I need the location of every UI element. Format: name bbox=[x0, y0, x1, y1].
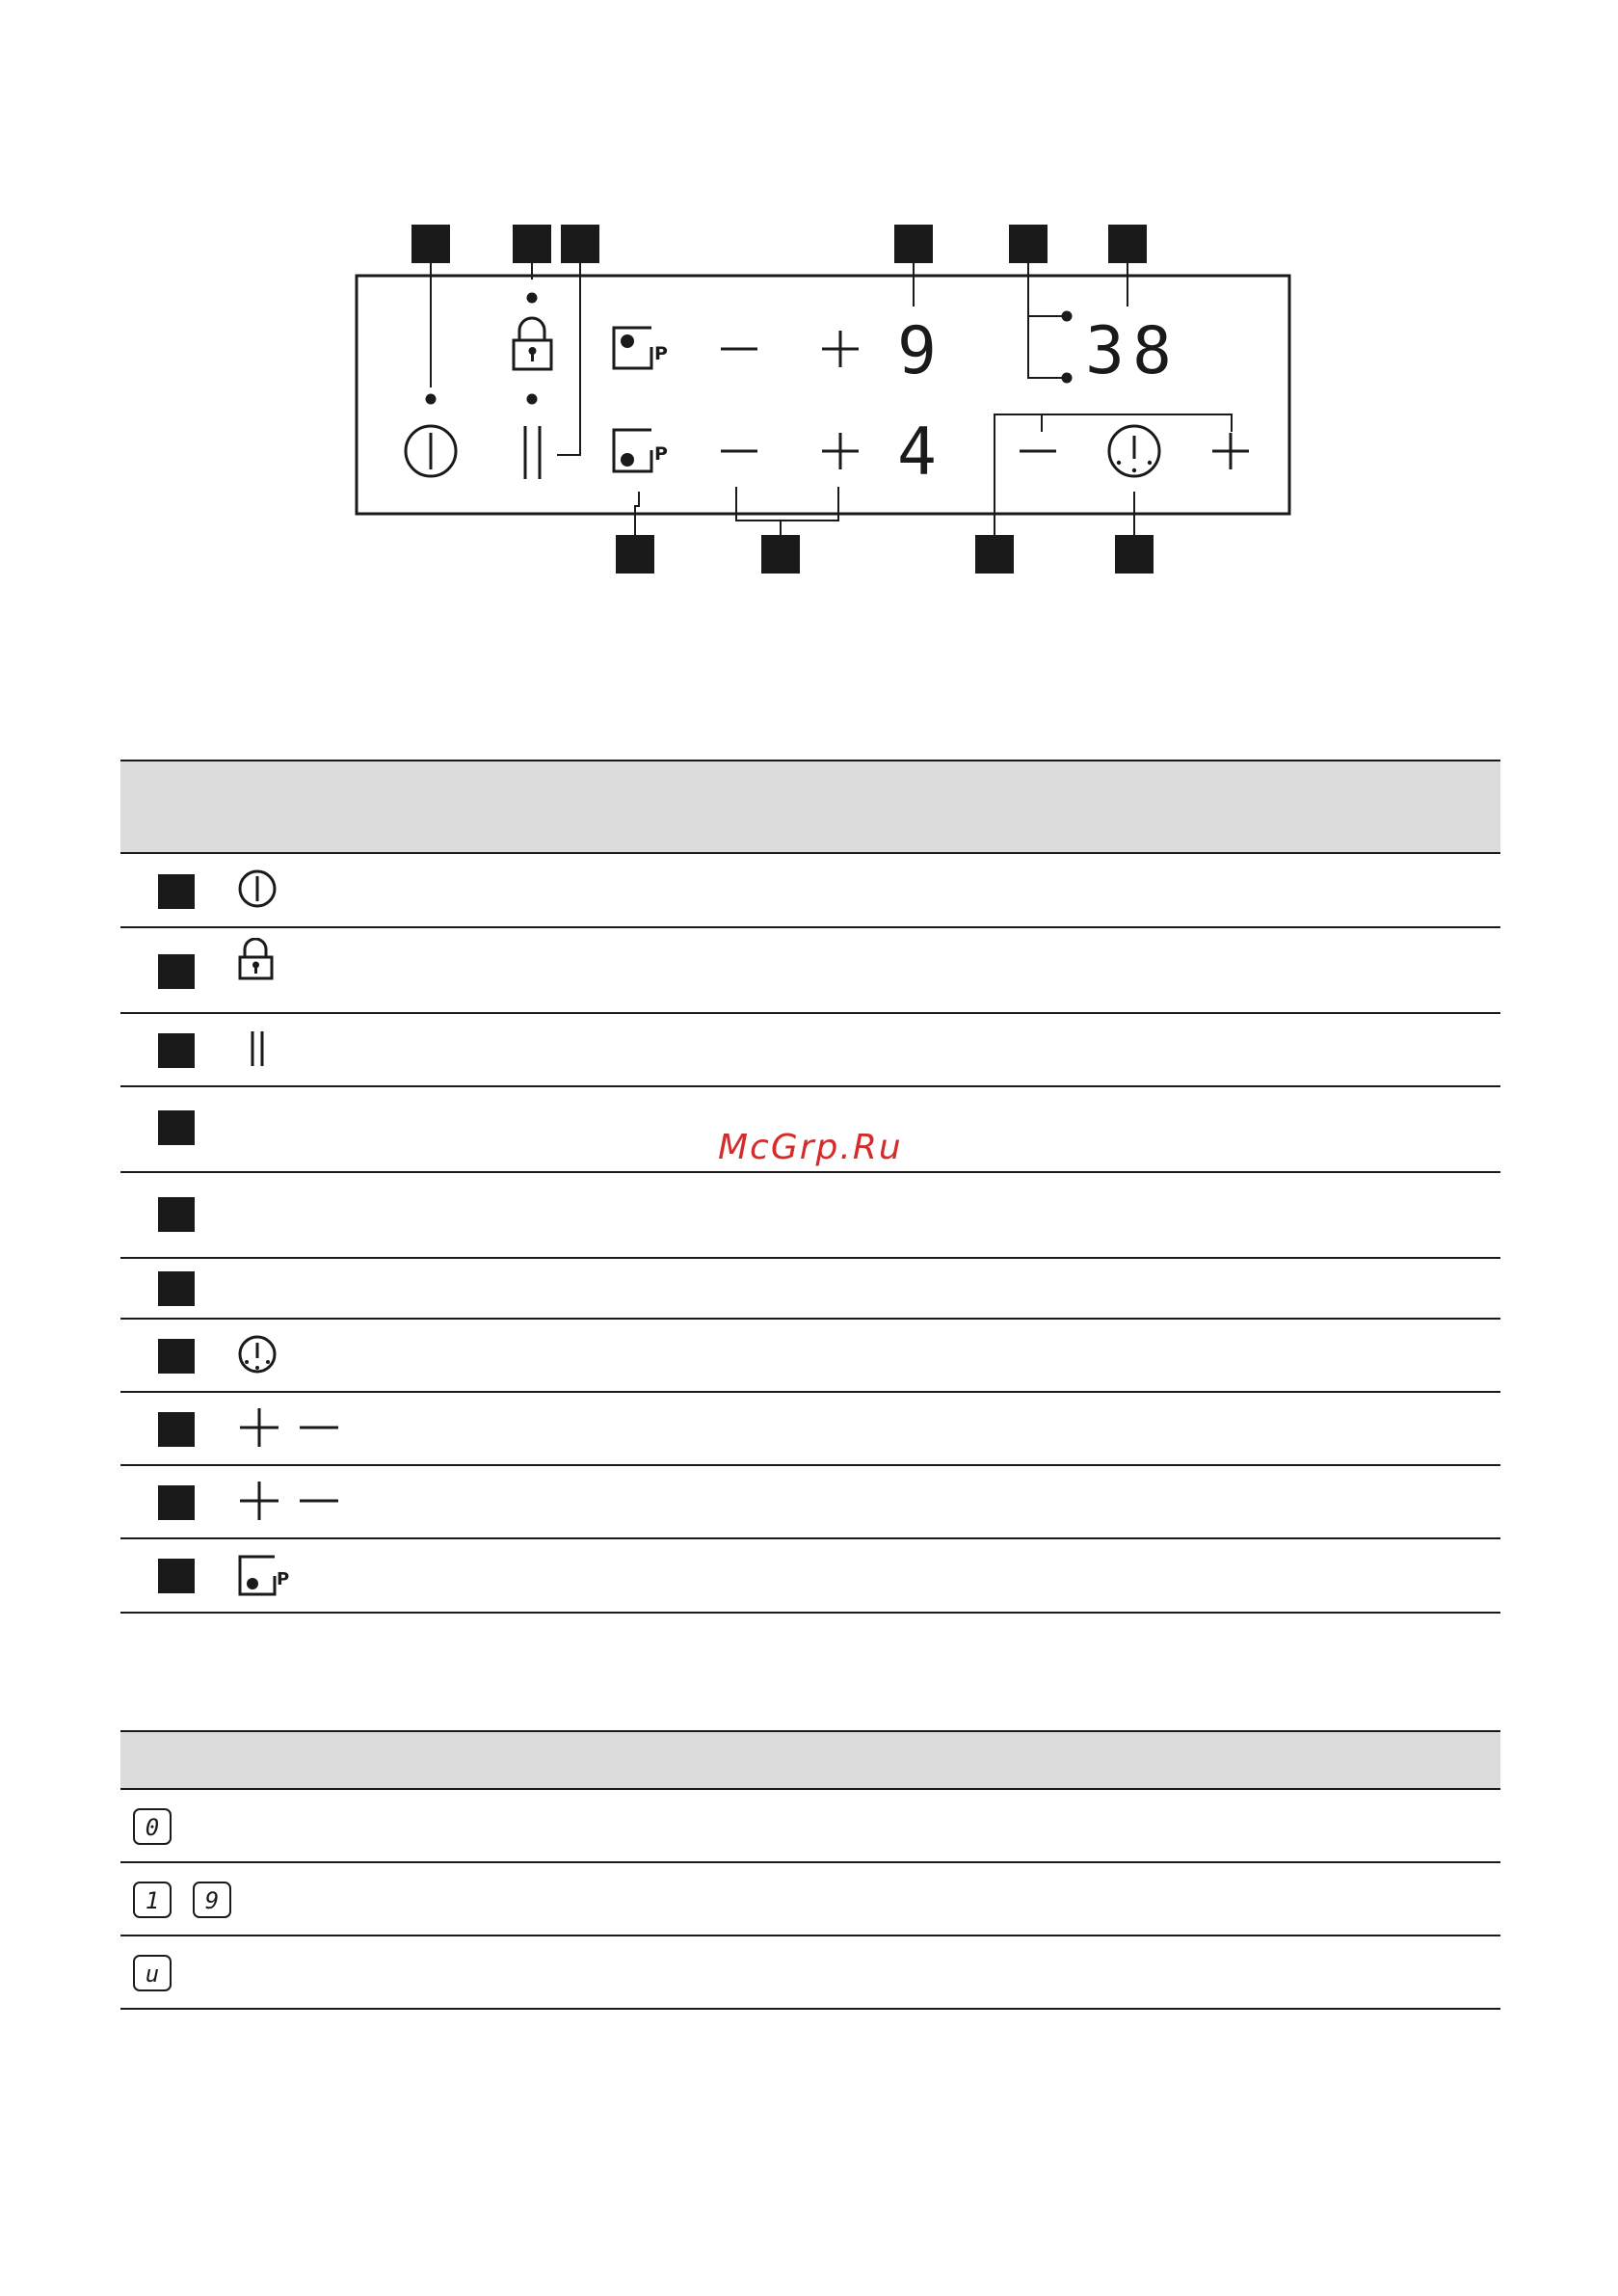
table-header bbox=[120, 1730, 1500, 1790]
symbol-text: u bbox=[145, 1961, 160, 1988]
table-row bbox=[120, 928, 1500, 1014]
zone-booster-letter: P bbox=[654, 443, 668, 465]
plus-minus-icon bbox=[236, 1480, 342, 1522]
control-panel-diagram bbox=[0, 0, 1618, 617]
table-row bbox=[120, 1014, 1500, 1087]
watermark: McGrp.Ru bbox=[718, 1128, 903, 1167]
table-row bbox=[120, 1863, 1500, 1936]
table-row bbox=[120, 1259, 1500, 1320]
indicator-dot bbox=[1062, 311, 1073, 322]
display-symbol-u bbox=[132, 1954, 172, 1996]
zone2-display: 4 bbox=[897, 414, 937, 491]
plus-icon bbox=[822, 331, 859, 367]
indicator-dot bbox=[1062, 373, 1073, 384]
table-row bbox=[120, 1790, 1500, 1863]
panel-frame bbox=[357, 276, 1289, 514]
timer-icon bbox=[236, 1333, 279, 1375]
pause-icon bbox=[236, 1028, 279, 1070]
zone-booster-icon bbox=[236, 1553, 294, 1599]
callout-marker bbox=[158, 1271, 195, 1306]
table-row bbox=[120, 1087, 1500, 1173]
table-row bbox=[120, 1936, 1500, 2010]
callout-marker bbox=[158, 954, 195, 989]
callout-marker bbox=[158, 1485, 195, 1520]
display-symbol-zero bbox=[132, 1807, 172, 1850]
timer-icon bbox=[1109, 426, 1159, 476]
table-header bbox=[120, 760, 1500, 854]
timer-display: 38 bbox=[1085, 313, 1180, 389]
indicator-dot bbox=[527, 293, 538, 304]
table-row bbox=[120, 1539, 1500, 1614]
display-symbols-table bbox=[120, 1730, 1500, 2010]
callout-marker bbox=[158, 1110, 195, 1145]
callout-marker bbox=[158, 1033, 195, 1068]
zone-booster-letter: P bbox=[277, 1569, 290, 1589]
table-row bbox=[120, 1466, 1500, 1539]
display-symbol-nine bbox=[192, 1881, 232, 1923]
timer-plus-icon bbox=[1212, 433, 1249, 469]
symbol-text: 9 bbox=[204, 1887, 220, 1914]
callout-marker bbox=[158, 1559, 195, 1593]
callout-marker bbox=[158, 1339, 195, 1374]
display-symbol-one bbox=[132, 1881, 172, 1923]
controls-table bbox=[120, 760, 1500, 1615]
symbol-text: 1 bbox=[145, 1887, 160, 1914]
table-row bbox=[120, 1320, 1500, 1393]
callout-marker bbox=[158, 1412, 195, 1447]
plus-icon bbox=[822, 433, 859, 469]
pause-icon bbox=[525, 426, 540, 479]
lock-icon bbox=[514, 318, 551, 369]
power-icon bbox=[406, 426, 456, 476]
table-row bbox=[120, 1173, 1500, 1259]
callout-marker bbox=[158, 874, 195, 909]
zone1-display: 9 bbox=[897, 313, 937, 389]
plus-minus-icon bbox=[236, 1406, 342, 1449]
lock-icon bbox=[236, 938, 279, 982]
indicator-dot bbox=[527, 394, 538, 405]
power-icon bbox=[236, 868, 279, 910]
table-row bbox=[120, 854, 1500, 928]
zone-booster-letter: P bbox=[654, 343, 668, 364]
zone-booster-icon bbox=[614, 328, 651, 368]
symbol-text: 0 bbox=[145, 1814, 160, 1841]
table-row bbox=[120, 1393, 1500, 1466]
indicator-dot bbox=[426, 394, 437, 405]
zone-booster-icon bbox=[614, 430, 651, 471]
callout-marker bbox=[158, 1197, 195, 1232]
